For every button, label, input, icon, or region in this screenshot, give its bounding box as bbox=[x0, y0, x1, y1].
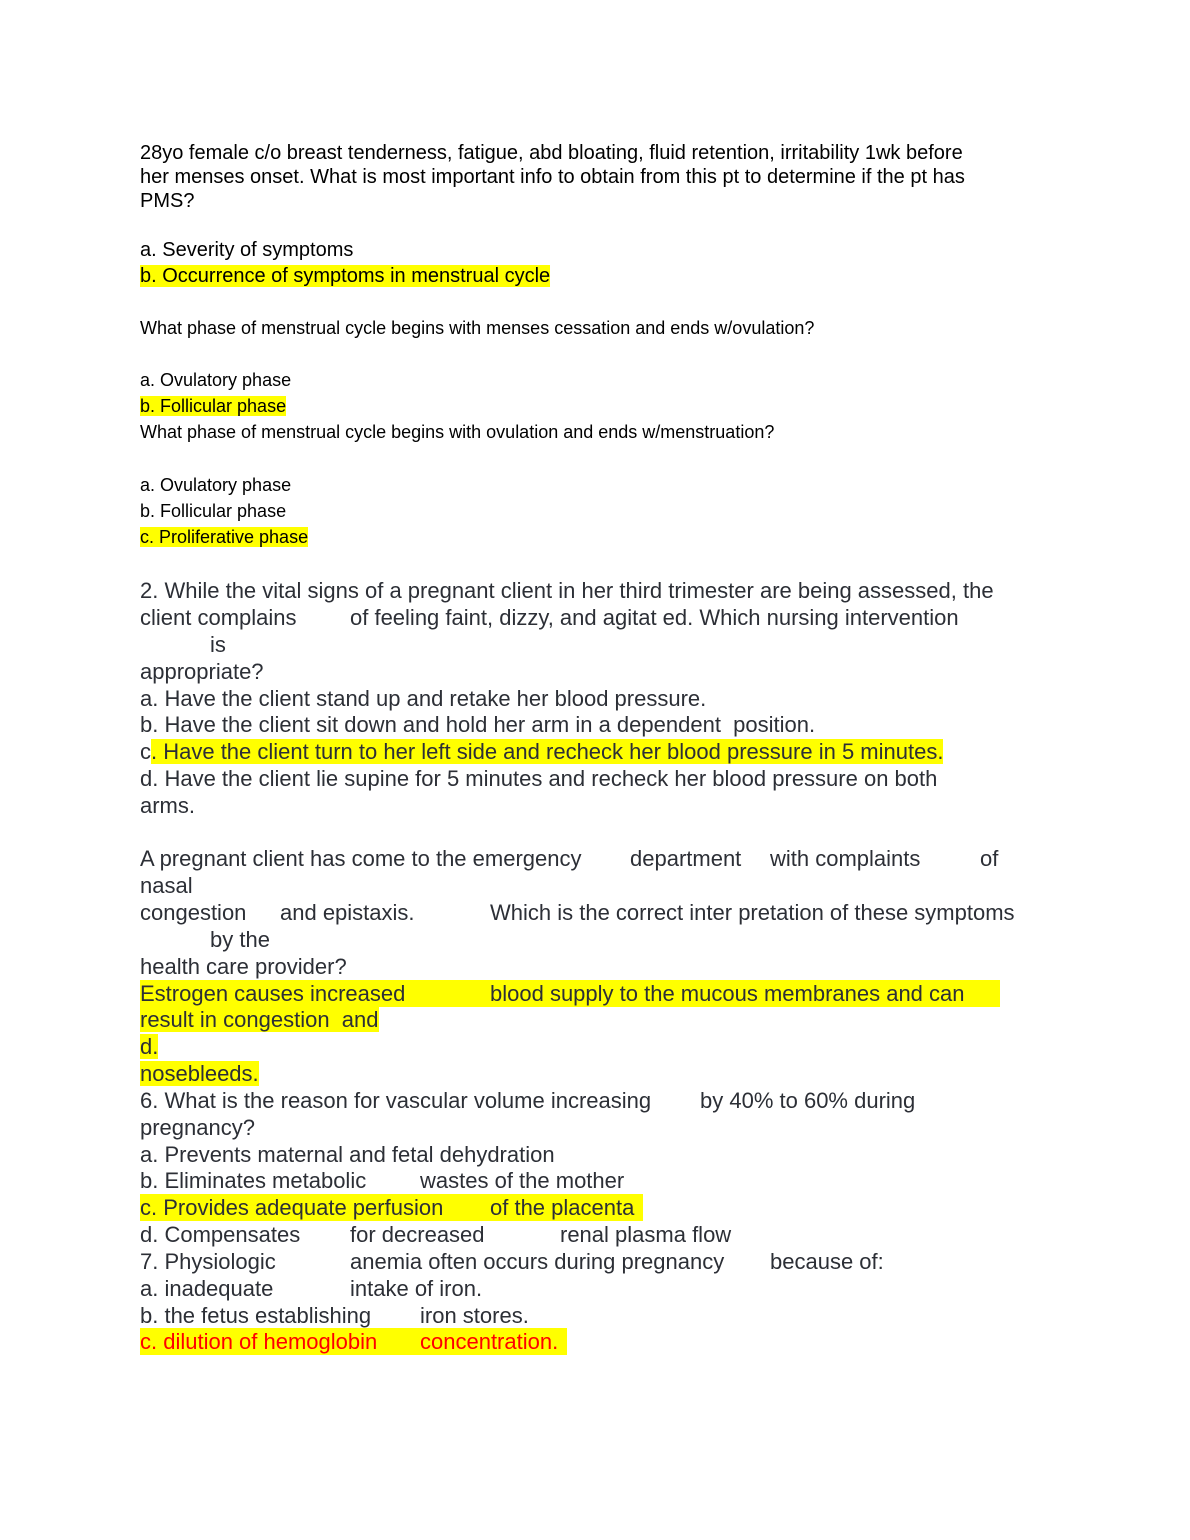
q4-option-a: a. Have the client stand up and retake her blood pressure. bbox=[140, 686, 707, 711]
q6-option-b-seg: wastes of the mother bbox=[420, 1168, 625, 1193]
q5-stem-seg: nasal bbox=[140, 873, 193, 898]
q1-option-b-answer: b. Occurrence of symptoms in menstrual cycle bbox=[140, 265, 551, 287]
q5-stem-seg: congestion bbox=[140, 900, 247, 925]
q7-stem bbox=[140, 1248, 1040, 1275]
q5-answer-seg: nosebleeds. bbox=[140, 1061, 259, 1086]
q5-answer-seg: d. bbox=[140, 1034, 159, 1059]
q5-answer-seg: Estrogen causes increased bbox=[140, 981, 406, 1006]
q4-stem-line: 2. While the vital signs of a pregnant client in her third trimester are being assessed, the bbox=[140, 578, 994, 603]
q5-stem-seg: health care provider? bbox=[140, 954, 347, 979]
q6-option-d-seg: d. Compensates bbox=[140, 1222, 301, 1247]
q1-stem-line: PMS? bbox=[140, 190, 195, 212]
q6-stem-seg: 6. What is the reason for vascular volume increasing bbox=[140, 1088, 652, 1113]
q6-option-c-seg: of the placenta bbox=[490, 1195, 635, 1220]
q6-option-d bbox=[140, 1221, 940, 1248]
q7-stem-seg: because of: bbox=[770, 1249, 884, 1274]
q7-option-a-seg: intake of iron. bbox=[350, 1276, 483, 1301]
q7-option-b-seg: b. the fetus establishing bbox=[140, 1303, 372, 1328]
q3-option-a: a. Ovulatory phase bbox=[140, 475, 292, 495]
q5-stem-seg: Which is the correct inter pretation of these symptoms bbox=[490, 900, 1015, 925]
q6-option-d-seg: for decreased bbox=[350, 1222, 485, 1247]
q6-option-b bbox=[140, 1167, 840, 1194]
q4-stem-seg: is bbox=[210, 632, 226, 657]
q7-stem-seg: anemia often occurs during pregnancy bbox=[350, 1249, 725, 1274]
q7-option-c-seg: c. dilution of hemoglobin bbox=[140, 1329, 378, 1354]
q6-option-c-seg: c. Provides adequate perfusion bbox=[140, 1195, 444, 1220]
q5-stem-seg: of bbox=[980, 846, 999, 871]
q7-option-c-answer bbox=[140, 1328, 567, 1355]
q4-option-b: b. Have the client sit down and hold her arm in a dependent position. bbox=[140, 712, 816, 737]
q4-option-c-answer bbox=[140, 738, 943, 765]
q6-option-a: a. Prevents maternal and fetal dehydration bbox=[140, 1142, 555, 1167]
q2-option-a: a. Ovulatory phase bbox=[140, 370, 292, 390]
q6-stem-seg: pregnancy? bbox=[140, 1115, 255, 1140]
q6-option-d-seg: renal plasma flow bbox=[560, 1222, 732, 1247]
q4-stem-seg: client complains bbox=[140, 605, 297, 630]
q6-option-b-seg: b. Eliminates metabolic bbox=[140, 1168, 367, 1193]
q5-answer-seg: blood supply to the mucous membranes and can bbox=[490, 981, 971, 1006]
q7-option-a bbox=[140, 1275, 740, 1302]
q3-option-b: b. Follicular phase bbox=[140, 501, 287, 521]
q2-stem: What phase of menstrual cycle begins with menses cessation and ends w/ovulation? bbox=[140, 318, 815, 338]
q4-stem-seg: of feeling faint, dizzy, and agitat ed. Which nursing intervention bbox=[350, 605, 959, 630]
q7-option-b bbox=[140, 1302, 740, 1329]
q6-stem-seg: by 40% to 60% during bbox=[700, 1088, 916, 1113]
q7-option-a-seg: a. inadequate bbox=[140, 1276, 274, 1301]
q1-stem-line: 28yo female c/o breast tenderness, fatigue, abd bloating, fluid retention, irritability 1wk before bbox=[140, 142, 963, 164]
q4-option-d-cont: arms. bbox=[140, 793, 195, 818]
q5-stem-seg: by the bbox=[210, 927, 270, 952]
q7-option-c-seg: concentration. bbox=[420, 1329, 559, 1354]
q4-option-c-letter: c bbox=[140, 739, 151, 764]
q1-option-a: a. Severity of symptoms bbox=[140, 239, 354, 261]
q3-option-c-answer: c. Proliferative phase bbox=[140, 527, 309, 547]
q7-stem-seg: 7. Physiologic bbox=[140, 1249, 276, 1274]
q4-option-d: d. Have the client lie supine for 5 minutes and recheck her blood pressure on both bbox=[140, 766, 938, 791]
q4-stem-line: appropriate? bbox=[140, 659, 264, 684]
q1-stem-line: her menses onset. What is most important info to obtain from this pt to determine if the pt has bbox=[140, 166, 965, 188]
q5-stem-seg: A pregnant client has come to the emergency bbox=[140, 846, 582, 871]
q2-option-b-answer: b. Follicular phase bbox=[140, 396, 287, 416]
q4-option-c-text: . Have the client turn to her left side and recheck her blood pressure in 5 minutes. bbox=[151, 739, 944, 764]
q5-answer-line bbox=[140, 980, 1000, 1007]
q5-stem-seg: and epistaxis. bbox=[280, 900, 415, 925]
q5-stem-seg: with complaints bbox=[770, 846, 921, 871]
q6-option-c-answer bbox=[140, 1194, 643, 1221]
q5-answer-seg: result in congestion and bbox=[140, 1007, 379, 1032]
q7-option-b-seg: iron stores. bbox=[420, 1303, 529, 1328]
q3-stem: What phase of menstrual cycle begins with ovulation and ends w/menstruation? bbox=[140, 422, 775, 442]
q5-stem-seg: department bbox=[630, 846, 742, 871]
